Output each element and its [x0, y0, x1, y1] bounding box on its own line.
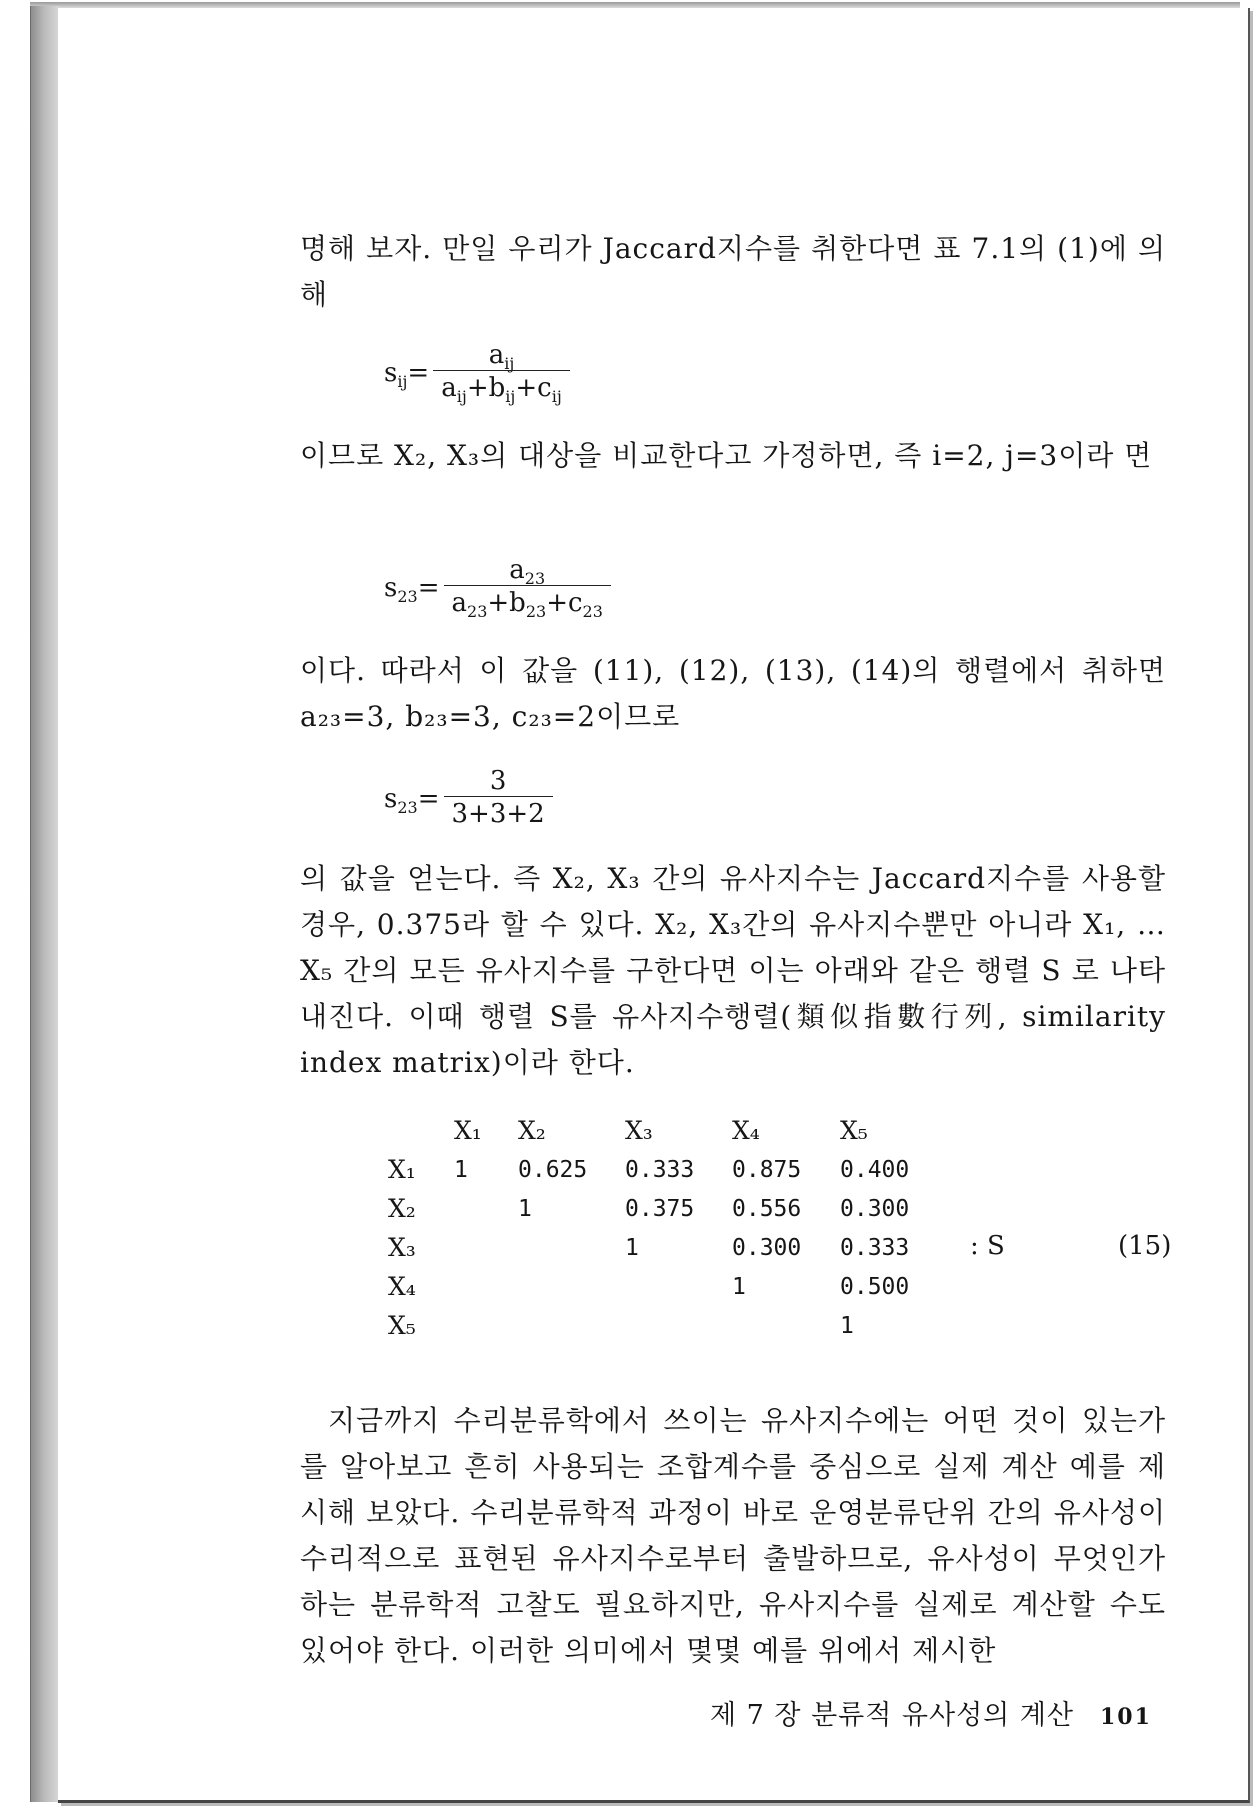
matrix-col-header: X₂ — [518, 1116, 546, 1145]
matrix-cell: 0.333 — [625, 1157, 695, 1183]
fraction — [444, 555, 611, 620]
matrix-cell: 0.625 — [518, 1157, 588, 1183]
formula-jaccard-general — [384, 340, 1250, 405]
matrix-row-label: X₃ — [388, 1233, 416, 1262]
page-footer — [710, 1693, 1257, 1740]
formula-lhs: $s_{ij}=$ — [384, 357, 430, 391]
chapter-title: 제 7 장 분류적 유사성의 계산 — [710, 1700, 1074, 1731]
paragraph-5: 지금까지 수리분류학에서 쓰이는 유사지수에는 어떤 것이 있는가를 알아보고 흔히 사용되는 조합계수를 중심으로 실제 계산 예를 제시해 보았다. 수리분류학적 과정이 바로 운영분류단위 간의 유사성이 수리적으로 표현된 유사지수로부터 출발하므로, 유사성이 무엇인가 하는 분류학적 고찰도 필요하지만, 유사지수를 실제로 계산할 수도 있어야 한다. 이러한 의미에서 몇몇 예를 위에서 제시한 — [300, 1404, 1166, 1667]
matrix-cell: 1 — [840, 1313, 854, 1339]
formula-lhs: $s_{23}=$ — [384, 783, 440, 817]
matrix-cell: 0.500 — [840, 1274, 910, 1300]
paragraph-2: 이므로 X₂, X₃의 대상을 비교한다고 가정하면, 즉 i=2, j=3이라 면 — [300, 439, 1153, 472]
matrix-row — [300, 1303, 1166, 1340]
numerator: $a_{23}$ — [509, 555, 546, 589]
formula-lhs: $s_{23}=$ — [384, 572, 440, 606]
matrix-col-header: X₅ — [840, 1116, 868, 1145]
matrix-header-row — [300, 1108, 1166, 1145]
formula-jaccard-23 — [384, 555, 1250, 620]
denominator: $a_{ij}+b_{ij}+c_{ij}$ — [433, 370, 570, 405]
matrix-row — [300, 1147, 1166, 1184]
matrix-row — [300, 1225, 1166, 1262]
matrix-cell: 0.333 — [840, 1235, 910, 1261]
matrix-row-label: X₁ — [388, 1155, 416, 1184]
matrix-cell: 0.300 — [732, 1235, 802, 1261]
matrix-name-label: : S — [970, 1231, 1005, 1261]
matrix-row-label: X₅ — [388, 1311, 416, 1340]
fraction — [433, 340, 570, 405]
matrix-col-header: X₄ — [732, 1116, 760, 1145]
paragraph-4: 의 값을 얻는다. 즉 X₂, X₃ 간의 유사지수는 Jaccard지수를 사용할 경우, 0.375라 할 수 있다. X₂, X₃간의 유사지수뿐만 아니라 X₁, …X₅ 간의 모든 유사지수를 구한다면 이는 아래와 같은 행렬 S 로 나타내진다. 이때 행렬 S를 유사지수행렬(類似指數行列, similarity index matrix)이라 한다. — [300, 862, 1166, 1079]
book-page — [58, 8, 1250, 1803]
paragraph-1: 명해 보자. 만일 우리가 Jaccard지수를 취한다면 표 7.1의 (1)에 의해 — [300, 232, 1166, 311]
page-number: 101 — [1100, 1704, 1152, 1730]
matrix-col-header: X₃ — [625, 1116, 653, 1145]
fraction — [444, 766, 553, 831]
numerator: $a_{ij}$ — [488, 340, 515, 374]
matrix-row — [300, 1186, 1166, 1223]
matrix-row — [300, 1264, 1166, 1301]
similarity-matrix — [300, 1108, 1172, 1340]
matrix-cell: 0.400 — [840, 1157, 910, 1183]
matrix-cell: 1 — [518, 1196, 532, 1222]
formula-jaccard-value — [384, 766, 1250, 831]
matrix-cell: 0.300 — [840, 1196, 910, 1222]
matrix-cell: 0.875 — [732, 1157, 802, 1183]
matrix-cell: 0.556 — [732, 1196, 802, 1222]
matrix-col-header: X₁ — [454, 1116, 482, 1145]
equation-number: (15) — [1118, 1231, 1172, 1261]
denominator: $a_{23}+b_{23}+c_{23}$ — [444, 585, 611, 620]
book-spine — [30, 6, 59, 1802]
matrix-cell: 0.375 — [625, 1196, 695, 1222]
matrix-cell: 1 — [732, 1274, 746, 1300]
paragraph-3: 이다. 따라서 이 값을 (11), (12), (13), (14)의 행렬에서 취하면 a₂₃=3, b₂₃=3, c₂₃=2이므로 — [300, 654, 1166, 733]
matrix-cell: 1 — [454, 1157, 468, 1183]
matrix-row-label: X₄ — [388, 1272, 416, 1301]
numerator: 3 — [489, 766, 507, 796]
matrix-row-label: X₂ — [388, 1194, 416, 1223]
denominator: 3+3+2 — [444, 796, 553, 831]
matrix-cell: 1 — [625, 1235, 639, 1261]
